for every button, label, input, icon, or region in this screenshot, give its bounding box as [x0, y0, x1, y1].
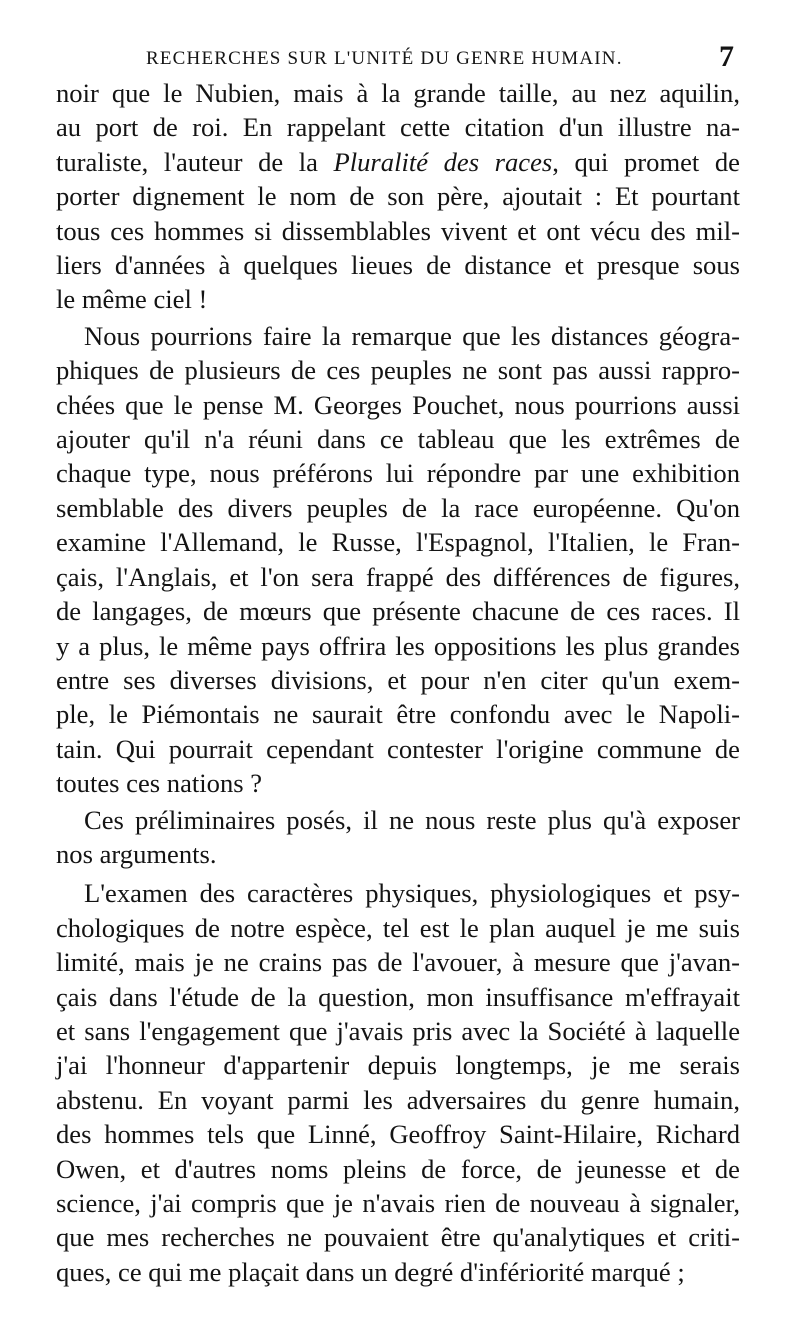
text-line: et sans l'engagement que j'avais pris avec la Société à laquelle — [56, 1015, 740, 1046]
text-line: chologiques de notre espèce, tel est le plan auquel je me suis — [56, 912, 740, 943]
text-line: semblable des divers peuples de la race européenne. Qu'on — [56, 492, 740, 523]
text-line: chées que le pense M. Georges Pouchet, nous pourrions aussi — [56, 389, 740, 420]
running-title: RECHERCHES SUR L'UNITÉ DU GENRE HUMAIN. — [146, 48, 623, 69]
paragraph — [56, 76, 740, 317]
text-line: tous ces hommes si dissemblables vivent et ont vécu des mil- — [56, 215, 740, 246]
text-line: tain. Qui pourrait cependant contester l'origine commune de — [56, 733, 740, 764]
text-line: toutes ces nations ? — [56, 768, 263, 799]
text-line: chaque type, nous préférons lui répondre par une exhibition — [56, 458, 740, 489]
text-line: Owen, et d'autres noms pleins de force, de jeunesse et de — [56, 1153, 740, 1184]
text-line: L'examen des caractères physiques, physiologiques et psy- — [84, 878, 740, 909]
text-line: turaliste, l'auteur de la Pluralité des races, qui promet de — [56, 146, 740, 177]
italic-title: Pluralité des races — [333, 146, 553, 177]
text-line: au port de roi. En rappelant cette citation d'un illustre na- — [56, 112, 740, 143]
text-line: ques, ce qui me plaçait dans un degré d'infériorité marqué ; — [56, 1256, 685, 1287]
text-line: des hommes tels que Linné, Geoffroy Saint-Hilaire, Richard — [56, 1119, 740, 1150]
text-line: j'ai l'honneur d'appartenir depuis longtemps, je me serais — [56, 1050, 740, 1081]
text-line: porter dignement le nom de son père, ajoutait : Et pourtant — [56, 181, 740, 212]
text-line: de langages, de mœurs que présente chacune de ces races. Il — [56, 596, 740, 627]
text-line: liers d'années à quelques lieues de distance et presque sous — [56, 250, 740, 281]
text-line: science, j'ai compris que je n'avais rien de nouveau à signaler, — [56, 1188, 740, 1218]
paragraph — [56, 319, 740, 801]
text-line: entre ses diverses divisions, et pour n'en citer qu'un exem- — [56, 664, 740, 695]
text-line: çais, l'Anglais, et l'on sera frappé des différences de figures, — [56, 561, 740, 592]
text-line: nos arguments. — [56, 838, 217, 869]
text-line: limité, mais je ne crains pas de l'avouer, à mesure que j'avan- — [56, 947, 740, 978]
text-line: Ces préliminaires posés, il ne nous reste plus qu'à exposer — [84, 804, 740, 835]
text-line: le même ciel ! — [56, 284, 208, 315]
paragraph — [56, 803, 740, 872]
text-line: çais dans l'étude de la question, mon insuffisance m'effrayait — [56, 981, 740, 1012]
paragraph — [56, 876, 740, 1289]
text-line: noir que le Nubien, mais à la grande taille, au nez aquilin, — [56, 78, 740, 108]
text-line: phiques de plusieurs de ces peuples ne sont pas aussi rappro- — [56, 355, 740, 386]
text-line: y a plus, le même pays offrira les oppositions les plus grandes — [56, 630, 740, 661]
text-line: ajouter qu'il n'a réuni dans ce tableau que les extrêmes de — [56, 424, 740, 455]
text-line: ple, le Piémontais ne saurait être confondu avec le Napoli- — [56, 699, 740, 730]
text-line: Nous pourrions faire la remarque que les distances géogra- — [84, 320, 740, 351]
text-line: que mes recherches ne pouvaient être qu'analytiques et criti- — [56, 1222, 740, 1253]
page-number: 7 — [719, 40, 734, 73]
body-text — [56, 76, 740, 1289]
text-line: examine l'Allemand, le Russe, l'Espagnol, l'Italien, le Fran- — [56, 527, 740, 558]
text-line: abstenu. En voyant parmi les adversaires du genre humain, — [56, 1084, 740, 1115]
running-head — [54, 40, 744, 80]
